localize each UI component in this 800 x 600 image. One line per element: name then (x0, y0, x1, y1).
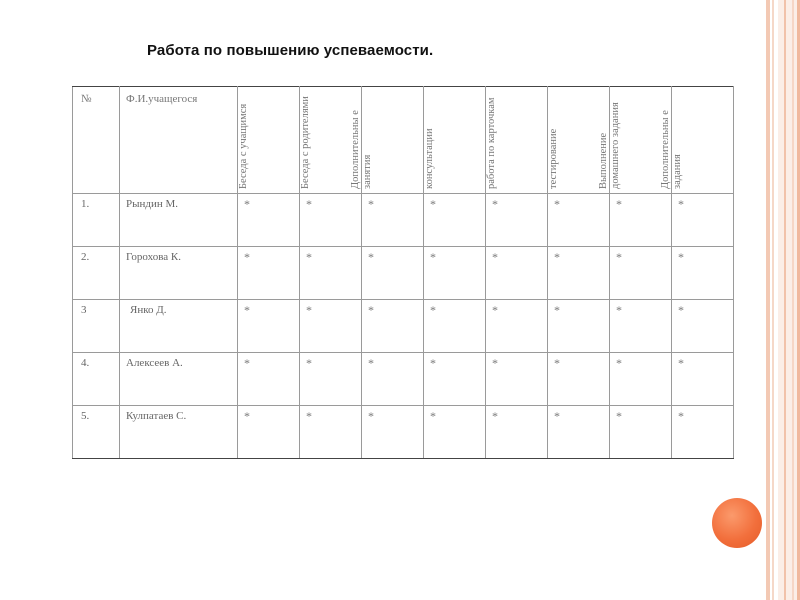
mark-cell (672, 194, 734, 247)
decor-stripe (792, 0, 794, 600)
mark: * (492, 303, 498, 317)
mark: * (368, 250, 374, 264)
mark-cell (300, 300, 362, 353)
mark: * (306, 356, 312, 370)
header-num (73, 87, 120, 194)
mark-cell (424, 247, 486, 300)
mark-cell (238, 247, 300, 300)
header-col (238, 87, 300, 194)
header-col (424, 87, 486, 194)
mark: * (244, 303, 250, 317)
header-col-label: Беседа с учащимся (238, 103, 249, 189)
mark-cell (362, 300, 424, 353)
mark: * (616, 356, 622, 370)
header-col-label: Дополнительны е занятия (350, 110, 373, 189)
mark: * (306, 409, 312, 423)
row-name (120, 247, 238, 300)
progress-table (72, 86, 734, 459)
header-col-label: тестирование (548, 128, 559, 189)
mark: * (492, 409, 498, 423)
mark-cell (300, 353, 362, 406)
mark: * (368, 356, 374, 370)
mark-cell (238, 194, 300, 247)
mark-cell (300, 406, 362, 459)
mark: * (678, 409, 684, 423)
mark-cell (238, 353, 300, 406)
row-num-text: 1. (81, 198, 90, 210)
row-num-text: 3 (81, 304, 87, 316)
mark: * (306, 197, 312, 211)
mark-cell (486, 194, 548, 247)
table-row (73, 353, 734, 406)
mark: * (554, 197, 560, 211)
mark-cell (610, 247, 672, 300)
mark: * (678, 303, 684, 317)
mark-cell (548, 406, 610, 459)
header-col-label: работа по карточкам (486, 97, 497, 189)
table-row (73, 300, 734, 353)
mark-cell (238, 406, 300, 459)
header-name (120, 87, 238, 194)
mark-cell (300, 247, 362, 300)
row-num-text: 4. (81, 357, 90, 369)
row-name (120, 406, 238, 459)
mark: * (616, 197, 622, 211)
row-name-text: Горохова К. (126, 251, 181, 263)
mark: * (430, 409, 436, 423)
table-row (73, 247, 734, 300)
mark-cell (486, 406, 548, 459)
row-num (73, 300, 120, 353)
mark: * (430, 356, 436, 370)
header-col (660, 87, 734, 194)
row-num (73, 406, 120, 459)
mark-cell (672, 300, 734, 353)
mark: * (244, 356, 250, 370)
mark: * (678, 356, 684, 370)
row-name (120, 353, 238, 406)
header-col (486, 87, 548, 194)
header-col (350, 87, 424, 194)
mark: * (244, 197, 250, 211)
decor-stripe (784, 0, 786, 600)
mark: * (306, 303, 312, 317)
row-num (73, 353, 120, 406)
mark: * (554, 250, 560, 264)
mark-cell (486, 247, 548, 300)
mark-cell (548, 194, 610, 247)
mark: * (554, 409, 560, 423)
mark: * (368, 197, 374, 211)
row-name-text: Янко Д. (130, 304, 167, 316)
mark-cell (424, 406, 486, 459)
mark: * (244, 250, 250, 264)
mark-cell (424, 300, 486, 353)
decor-stripe (766, 0, 770, 600)
header-col-label: Беседа с родителями (300, 96, 311, 189)
mark: * (554, 303, 560, 317)
table-header-row (73, 87, 734, 194)
header-num-label: № (81, 93, 92, 105)
row-num-text: 5. (81, 410, 90, 422)
row-name (120, 300, 238, 353)
header-col-label: Дополнительны е задания (660, 110, 683, 189)
table-row (73, 406, 734, 459)
mark-cell (362, 406, 424, 459)
mark-cell (424, 353, 486, 406)
mark: * (430, 303, 436, 317)
mark-cell (672, 406, 734, 459)
decor-circle (712, 498, 762, 548)
row-name-text: Алексеев А. (126, 357, 183, 369)
mark-cell (548, 247, 610, 300)
slide-title: Работа по повышению успеваемости. (147, 42, 434, 59)
mark: * (616, 303, 622, 317)
mark: * (368, 303, 374, 317)
mark: * (492, 197, 498, 211)
mark: * (492, 356, 498, 370)
decor-stripe (772, 0, 774, 600)
row-name (120, 194, 238, 247)
mark-cell (362, 194, 424, 247)
mark-cell (610, 300, 672, 353)
mark: * (616, 409, 622, 423)
row-name-text: Рындин М. (126, 198, 179, 210)
mark-cell (362, 353, 424, 406)
mark: * (430, 250, 436, 264)
mark: * (306, 250, 312, 264)
mark-cell (238, 300, 300, 353)
row-num (73, 247, 120, 300)
mark: * (492, 250, 498, 264)
mark-cell (486, 300, 548, 353)
mark: * (430, 197, 436, 211)
mark-cell (610, 353, 672, 406)
mark: * (678, 197, 684, 211)
mark-cell (548, 300, 610, 353)
row-name-text: Кулпатаев С. (126, 410, 187, 422)
mark-cell (424, 194, 486, 247)
mark-cell (548, 353, 610, 406)
row-num (73, 194, 120, 247)
mark-cell (362, 247, 424, 300)
mark: * (368, 409, 374, 423)
mark-cell (486, 353, 548, 406)
mark: * (554, 356, 560, 370)
table-row (73, 194, 734, 247)
mark-cell (610, 194, 672, 247)
mark-cell (672, 247, 734, 300)
mark: * (616, 250, 622, 264)
header-name-label: Ф.И.учащегося (126, 93, 198, 105)
header-col-label: Выполнение домашнего задания (598, 102, 621, 189)
mark-cell (300, 194, 362, 247)
row-num-text: 2. (81, 251, 90, 263)
header-col-label: консультации (424, 128, 435, 189)
mark-cell (672, 353, 734, 406)
mark: * (244, 409, 250, 423)
mark: * (678, 250, 684, 264)
mark-cell (610, 406, 672, 459)
